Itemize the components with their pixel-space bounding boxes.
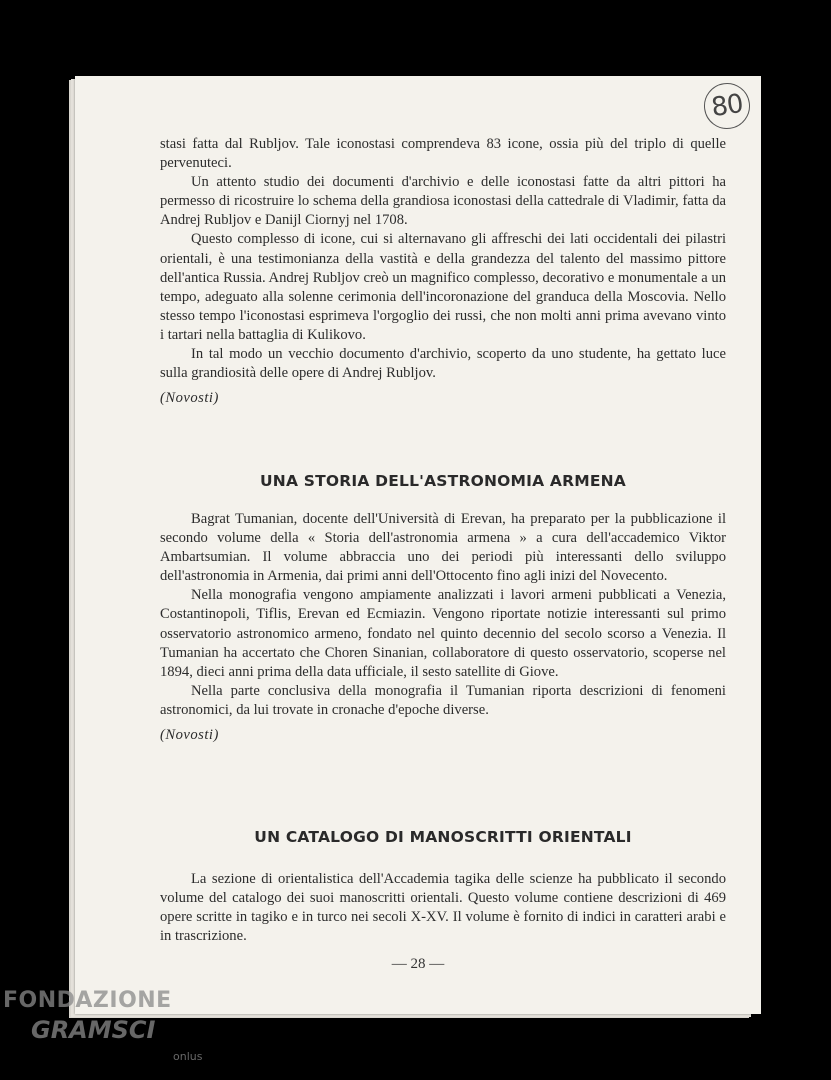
paragraph: Un attento studio dei documenti d'archivio e delle iconostasi fatte da altri pittori ha permesso di ricostruire lo schema della grandiosa iconostasi della cattedrale di Vladimir, fatta da Andrej Rubljov e Danijl Ciornyj nel 1708.: [160, 174, 726, 229]
watermark-line2: GRAMSCI: [31, 1016, 156, 1044]
article-manoscritti: [160, 870, 726, 946]
watermark-line3: onlus: [173, 1050, 203, 1063]
paragraph: Nella monografia vengono ampiamente analizzati i lavori armeni pubblicati a Venezia, Costantinopoli, Tiflis, Erevan ed Ecmiazin. Vengono riportate notizie interessanti sul primo osservatorio astronomico armeno, fondato nel quinto decennio del secolo scorso a Venezia. Il Tumanian ha accertato che Choren Sinanian, collaboratore di questo osservatorio, scoperse nel 1894, dieci anni prima della data ufficiale, il sesto satellite di Giove.: [160, 587, 726, 680]
article-title-manoscritti: UN CATALOGO DI MANOSCRITTI ORIENTALI: [254, 828, 632, 846]
article-astronomia: [160, 510, 726, 745]
paragraph: La sezione di orientalistica dell'Accademia tagika delle scienze ha pubblicato il secondo volume del catalogo dei suoi manoscritti orientali. Questo volume contiene descrizioni di 469 opere scritte in tagiko e in turco nei secoli X-XV. Il volume è fornito di indici in caratteri arabi e in trascrizione.: [160, 871, 726, 945]
watermark-line1: FONDAZIONE: [3, 988, 172, 1013]
archive-page-number-stamp: 80: [701, 80, 753, 132]
paragraph: stasi fatta dal Rubljov. Tale iconostasi comprendeva 83 icone, ossia più del triplo di quelle pervenuteci.: [160, 136, 726, 172]
source-credit: (Novosti): [160, 727, 219, 744]
document-page: [75, 76, 761, 1014]
article-rubljov: [160, 135, 726, 408]
paragraph: Questo complesso di icone, cui si alternavano gli affreschi dei lati occidentali dei pilastri orientali, è una testimonianza della vastità e della grandezza del talento del massimo pittore dell'antica Russia. Andrej Rubljov creò un magnifico complesso, decorativo e monumentale a un tempo, adeguato alla solenne cerimonia dell'incoronazione del granduca della Moscovia. Nello stesso tempo l'iconostasi esprimeva l'orgoglio dei russi, che non molti anni prima avevano vinto i tartari nella battaglia di Kulikovo.: [160, 231, 726, 343]
page-number: — 28 —: [391, 956, 445, 972]
paragraph: Nella parte conclusiva della monografia il Tumanian riporta descrizioni di fenomeni astronomici, da lui trovate in cronache d'epoche diverse.: [160, 682, 726, 718]
paragraph: In tal modo un vecchio documento d'archivio, scoperto da uno studente, ha gettato luce sulla grandiosità delle opere di Andrej Rubljov.: [160, 346, 726, 382]
article-title-astronomia: UNA STORIA DELL'ASTRONOMIA ARMENA: [260, 472, 626, 490]
foundation-watermark: [3, 988, 213, 1078]
source-credit: (Novosti): [160, 390, 219, 407]
paragraph: Bagrat Tumanian, docente dell'Università di Erevan, ha preparato per la pubblicazione il secondo volume della « Storia dell'astronomia armena » a cura dell'accademico Viktor Ambartsumian. Il volume abbraccia uno dei periodi più interessanti dello sviluppo dell'astronomia in Armenia, dai primi anni dell'Ottocento fino agli inizi del Novecento.: [160, 511, 726, 585]
